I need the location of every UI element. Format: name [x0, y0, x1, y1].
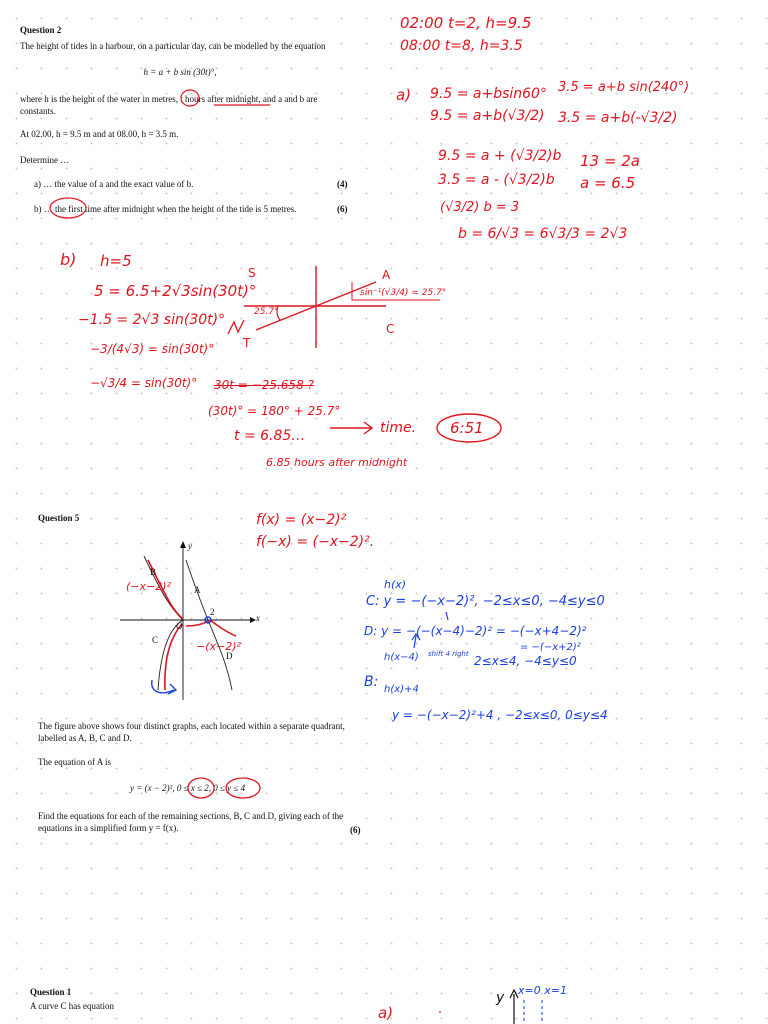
- note-b10: 6.85 hours after midnight: [266, 456, 408, 469]
- note-f1: f(x) = (x−2)²: [256, 512, 347, 528]
- note-b2: −1.5 = 2√3 sin(30t)°: [78, 312, 226, 328]
- note-d-range: 2≤x≤4, −4≤y≤0: [474, 654, 577, 668]
- note-b3: −3/(4√3) = sin(30t)°: [90, 342, 215, 356]
- fig-label-a: A: [194, 585, 201, 595]
- note-b5: 30t = −25.658 ?: [214, 378, 314, 392]
- fig-label-d: D: [226, 651, 233, 661]
- q5-mark: (6): [350, 825, 361, 835]
- fig-label-o: O: [176, 621, 183, 631]
- note-f2: f(−x) = (−x−2)².: [256, 534, 375, 550]
- cast-angle-label: 25.7°: [254, 307, 279, 317]
- q1-heading: Question 1: [30, 987, 72, 997]
- note-a2: 9.5 = a+b(√3/2): [430, 108, 545, 124]
- note-given-1: 02:00 t=2, h=9.5: [400, 14, 532, 32]
- cast-label-a: A: [382, 268, 391, 282]
- cast-label-s: S: [248, 266, 256, 280]
- note-hx: h(x): [384, 578, 407, 591]
- note-a1: 9.5 = a+bsin60°: [430, 86, 547, 102]
- note-a6: 3.5 = a - (√3/2)b: [438, 172, 555, 188]
- note-a-label: a): [396, 86, 412, 104]
- note-a7: 13 = 2a: [580, 152, 640, 170]
- note-d-note2: shift 4 right: [428, 650, 469, 658]
- note-a4: 3.5 = a+b(-√3/2): [558, 110, 678, 126]
- cast-note: sin⁻¹(√3/4) = 25.7°: [360, 288, 447, 298]
- fig-label-x: x: [256, 613, 260, 623]
- q2-equation: h = a + b sin (30t)°,: [143, 67, 217, 77]
- q2-heading: Question 2: [20, 25, 62, 35]
- note-a10: b = 6/√3 = 6√3/3 = 2√3: [458, 226, 628, 242]
- note-b8: time.: [380, 420, 417, 436]
- note-b-line: h(x)+4: [384, 684, 419, 695]
- cast-label-c: C: [386, 322, 395, 336]
- fig-label-c: C: [152, 635, 159, 645]
- fig-note-d: −(x−2)²: [196, 640, 241, 653]
- note-b-label: B:: [364, 674, 379, 690]
- q1-note-a: a): [378, 1004, 394, 1022]
- q2-part-a: a) … the value of a and the exact value of b.: [34, 179, 194, 189]
- note-b7: t = 6.85…: [234, 428, 306, 444]
- q1-note-y: y: [496, 990, 505, 1006]
- note-d-line: D: y = −(−(x−4)−2)² = −(−x+4−2)²: [364, 624, 587, 638]
- note-b1: 5 = 6.5+2√3sin(30t)°: [94, 282, 257, 300]
- note-b4: −√3/4 = sin(30t)°: [90, 376, 198, 390]
- note-c-line: C: y = −(−x−2)², −2≤x≤0, −4≤y≤0: [366, 594, 605, 609]
- note-d-note: h(x−4): [384, 652, 419, 663]
- note-b-label: b): [60, 250, 77, 269]
- note-b-eq: y = −(−x−2)²+4 , −2≤x≤0, 0≤y≤4: [392, 708, 608, 722]
- q2-mark-b: (6): [337, 204, 348, 214]
- note-a9: (√3/2) b = 3: [440, 200, 520, 215]
- q2-part-b: b) … the first time after midnight when the height of the tide is 5 metres.: [34, 204, 297, 214]
- note-a3: 3.5 = a+b sin(240°): [558, 80, 690, 95]
- q2-mark-a: (4): [337, 179, 348, 189]
- note-a8: a = 6.5: [580, 174, 636, 192]
- note-a5: 9.5 = a + (√3/2)b: [438, 148, 562, 164]
- note-b6: (30t)° = 180° + 25.7°: [208, 404, 341, 418]
- q5-eq-a: y = (x − 2)², 0 ≤ x ≤ 2, 0 ≤ y ≤ 4: [130, 783, 246, 793]
- q1-note-x: x=0 x=1: [518, 984, 567, 997]
- q2-where: where h is the height of the water in metres, t hours after midnight, and a and b are constants.: [20, 94, 318, 117]
- q2-determine: Determine …: [20, 155, 70, 165]
- note-given-2: 08:00 t=8, h=3.5: [400, 38, 523, 54]
- fig-note-b: (−x−2)²: [126, 580, 171, 593]
- fig-label-2: 2: [210, 607, 215, 617]
- note-b0: h=5: [100, 252, 132, 270]
- cast-label-t: T: [243, 336, 251, 350]
- note-b9: 6:51: [450, 419, 484, 437]
- fig-label-y: y: [188, 541, 192, 551]
- q5-eq-intro: The equation of A is: [38, 757, 111, 767]
- q5-heading: Question 5: [38, 513, 80, 523]
- q2-intro: The height of tides in a harbour, on a particular day, can be modelled by the equation: [20, 41, 326, 51]
- q5-find: Find the equations for each of the remaining sections, B, C and D, giving each of the equations in a simplified form y = f(x).: [38, 811, 344, 834]
- note-d-line2: = −(−x+2)²: [520, 642, 581, 653]
- fig-label-b: B: [150, 567, 157, 577]
- q2-at: At 02.00, h = 9.5 m and at 08.00, h = 3.5 m.: [20, 129, 179, 139]
- q1-text: A curve C has equation: [30, 1001, 114, 1011]
- q5-desc: The figure above shows four distinct graphs, each located within a separate quadrant, labelled as A, B, C and D.: [38, 721, 345, 744]
